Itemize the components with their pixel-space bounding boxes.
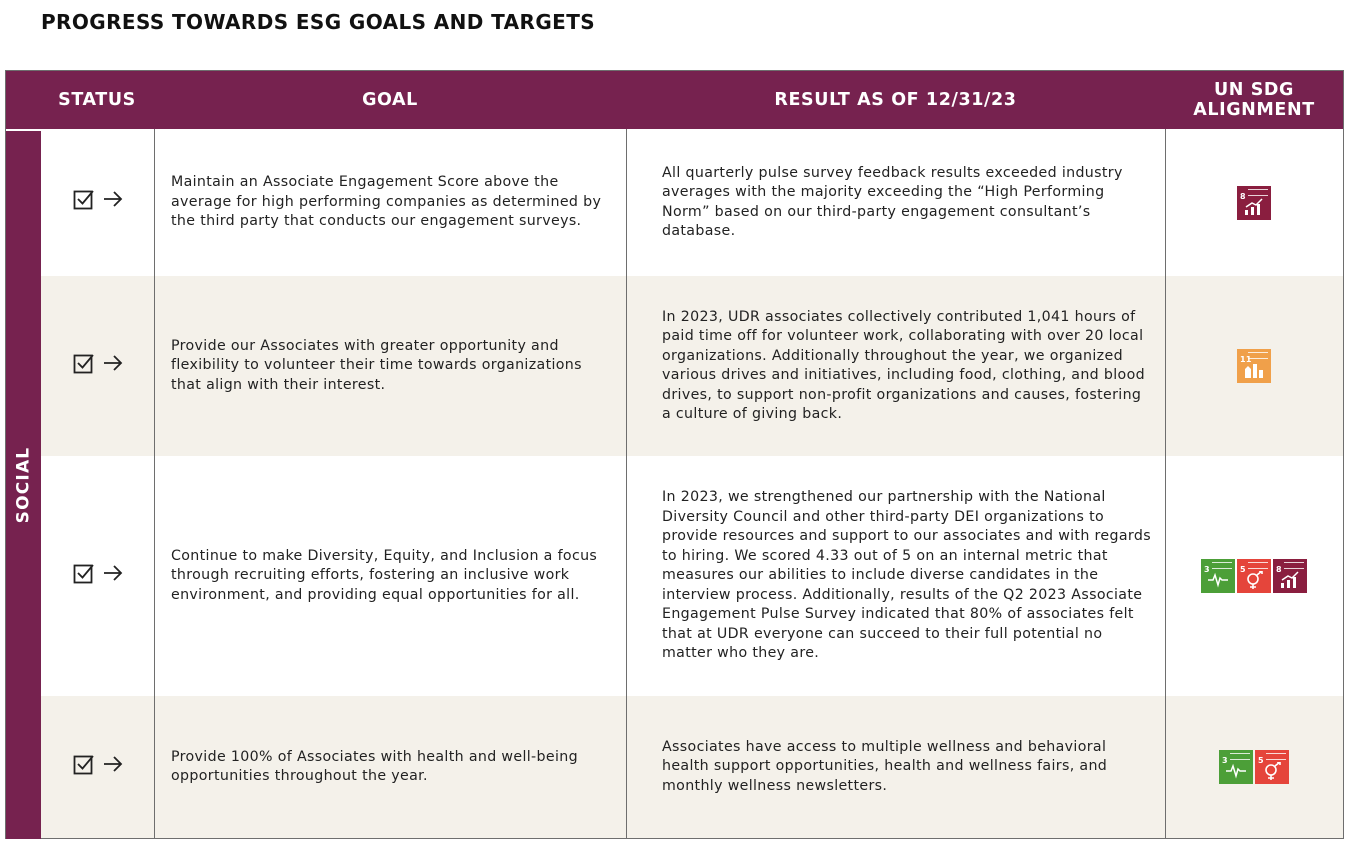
table-row	[41, 456, 1343, 696]
arrow-right-icon	[103, 354, 123, 379]
column-divider	[154, 129, 155, 839]
table-header	[6, 71, 1343, 129]
status-cell	[41, 456, 154, 696]
goal-cell: Continue to make Diversity, Equity, and Inclusion a focus through recruiting efforts, fostering an inclusive work environment, and providing equal opportunities for all.	[171, 547, 598, 603]
esg-goals-table	[5, 70, 1344, 839]
page-title: PROGRESS TOWARDS ESG GOALS AND TARGETS	[41, 10, 596, 34]
result-cell: In 2023, UDR associates collectively contributed 1,041 hours of paid time off for volunteer work, collaborating with over 20 local organizations. Additionally throughout the year, we organized various drives and initiatives, including food, clothing, and blood drives, to support non-profit organizations and causes, fostering a culture of giving back.	[662, 308, 1145, 422]
sdg-3-icon: 3	[1219, 750, 1253, 784]
section-label: SOCIAL	[13, 446, 34, 524]
table-row	[41, 276, 1343, 456]
checkbox-checked-icon	[73, 188, 95, 217]
header-status: STATUS	[58, 90, 136, 110]
checkbox-checked-icon	[73, 753, 95, 782]
sdg-cell	[1165, 456, 1343, 696]
section-label-social	[6, 131, 41, 839]
sdg-3-icon: 3	[1201, 559, 1235, 593]
status-cell	[41, 129, 154, 276]
header-goal: GOAL	[362, 90, 418, 110]
checkbox-checked-icon	[73, 562, 95, 591]
column-divider	[1165, 129, 1166, 839]
column-divider	[626, 129, 627, 839]
arrow-right-icon	[103, 564, 123, 589]
sdg-cell	[1165, 696, 1343, 838]
goal-cell: Provide our Associates with greater opportunity and flexibility to volunteer their time towards organizations that align with their interest.	[171, 337, 582, 393]
table-row	[41, 129, 1343, 276]
goal-cell: Provide 100% of Associates with health and well-being opportunities throughout the year.	[171, 748, 578, 784]
checkbox-checked-icon	[73, 352, 95, 381]
header-sdg	[1165, 71, 1343, 129]
sdg-cell	[1165, 129, 1343, 276]
result-cell: In 2023, we strengthened our partnership with the National Diversity Council and other third-party DEI organizations to provide resources and support to our associates and with regards to hiring. We scored 4.33 out of 5 on an internal metric that measures our abilities to include diverse candidates in the interview process. Additionally, results of the Q2 2023 Associate Engagement Pulse Survey indicated that 80% of associates felt that at UDR everyone can succeed to their full potential no matter who they are.	[662, 489, 1151, 662]
sdg-8-icon: 8	[1273, 559, 1307, 593]
header-sdg-line2: ALIGNMENT	[1193, 100, 1315, 120]
header-result: RESULT AS OF 12/31/23	[774, 90, 1017, 110]
status-cell	[41, 276, 154, 456]
sdg-cell	[1165, 276, 1343, 456]
goal-cell: Maintain an Associate Engagement Score above the average for high performing companies as determined by the third party that conducts our engagement surveys.	[171, 174, 602, 230]
sdg-5-icon: 5	[1255, 750, 1289, 784]
table-row	[41, 696, 1343, 838]
header-sdg-line1: UN SDG	[1213, 80, 1295, 100]
sdg-5-icon: 5	[1237, 559, 1271, 593]
result-cell: All quarterly pulse survey feedback results exceeded industry averages with the majority exceeding the “High Performing Norm” based on our third-party engagement consultant’s database.	[662, 164, 1123, 239]
sdg-11-icon: 11	[1237, 349, 1271, 383]
result-cell: Associates have access to multiple wellness and behavioral health support opportunities, health and wellness fairs, and monthly wellness newsletters.	[662, 738, 1108, 794]
sdg-8-icon: 8	[1237, 186, 1271, 220]
arrow-right-icon	[103, 755, 123, 780]
arrow-right-icon	[103, 190, 123, 215]
status-cell	[41, 696, 154, 838]
